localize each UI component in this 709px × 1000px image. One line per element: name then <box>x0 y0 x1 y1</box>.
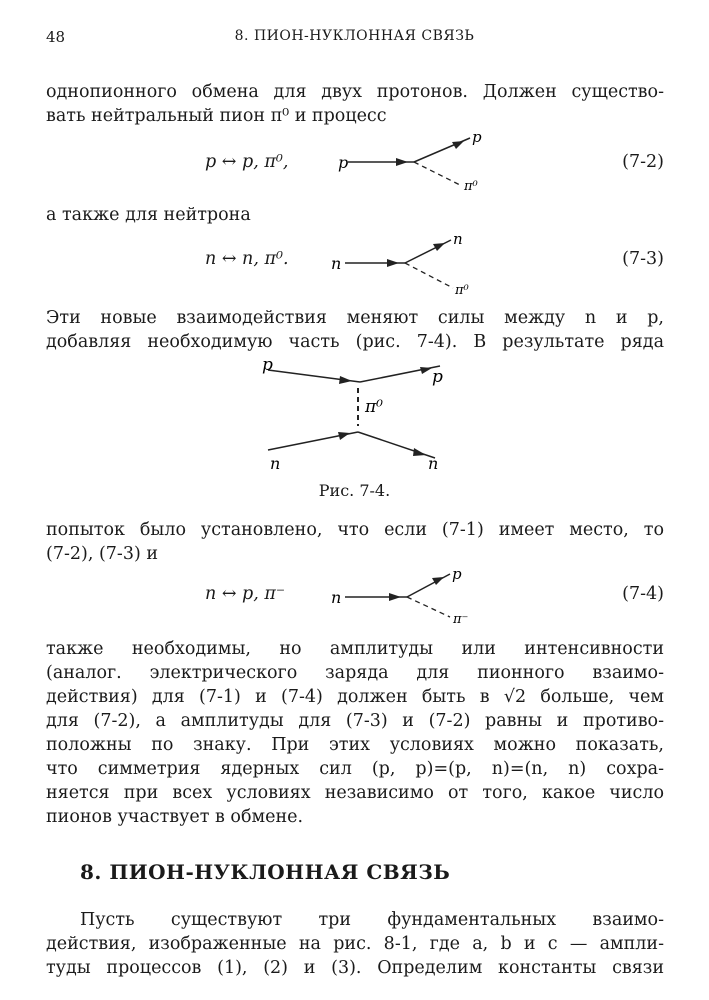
equation-7-2: p ↔ p, π⁰, <box>205 152 289 172</box>
particle-label: π⁰ <box>455 283 469 298</box>
text-line: (аналог. электрического заряда для пионного взаимо- <box>46 663 664 683</box>
diagram-7-4 <box>325 563 505 633</box>
text-line: пионов участвует в обмене. <box>46 807 304 827</box>
particle-label: π⁻ <box>453 612 469 627</box>
equation-number: (7-3) <box>622 249 664 269</box>
text-line: (7-2), (7-3) и <box>46 544 159 564</box>
running-title: 8. ПИОН-НУКЛОННАЯ СВЯЗЬ <box>234 28 475 44</box>
particle-label: n <box>270 454 281 473</box>
section-heading: 8. ПИОН-НУКЛОННАЯ СВЯЗЬ <box>80 860 451 884</box>
text-line: действия) для (7-1) и (7-4) должен быть в √2 больше, чем <box>46 687 664 707</box>
figure-7-4 <box>250 352 470 477</box>
page-header <box>46 28 663 50</box>
text-line: положны по знаку. При этих условиях можно показать, <box>46 735 664 755</box>
equation-7-4: n ↔ p, π⁻ <box>205 584 286 604</box>
text-line: однопионного обмена для двух протонов. Должен существо- <box>46 82 664 102</box>
particle-label: p <box>338 153 349 172</box>
text-line: Эти новые взаимодействия меняют силы между n и p, <box>46 308 664 328</box>
particle-label: n <box>453 230 463 248</box>
diagram-7-2 <box>330 128 510 196</box>
text-line: также необходимы, но амплитуды или интенсивности <box>46 639 664 659</box>
text-line: Пусть существуют три фундаментальных взаимо- <box>80 910 664 930</box>
text-line: попыток было установлено, что если (7-1) имеет место, то <box>46 520 664 540</box>
text-line: добавляя необходимую часть (рис. 7-4). В результате ряда <box>46 332 664 352</box>
particle-label: n <box>428 454 439 473</box>
text-line: а также для нейтрона <box>46 205 251 225</box>
text-line: что симметрия ядерных сил (p, p)=(p, n)=(n, n) сохра- <box>46 759 664 779</box>
figure-caption: Рис. 7-4. <box>318 481 391 500</box>
diagram-7-3 <box>325 228 505 298</box>
page-number: 48 <box>46 28 66 46</box>
equation-7-3: n ↔ n, π⁰. <box>205 249 289 269</box>
equation-number: (7-4) <box>622 584 664 604</box>
equation-number: (7-2) <box>622 152 664 172</box>
particle-label: p <box>262 355 273 375</box>
text-line: туды процессов (1), (2) и (3). Определим константы связи <box>46 958 664 978</box>
particle-label: π⁰ <box>464 179 478 194</box>
text-line: для (7-2), а амплитуды для (7-3) и (7-2) равны и противо- <box>46 711 664 731</box>
exchange-label: π⁰ <box>365 397 383 417</box>
text-line: действия, изображенные на рис. 8-1, где a, b и c — ампли- <box>46 934 664 954</box>
particle-label: p <box>472 128 482 146</box>
particle-label: n <box>331 254 342 273</box>
particle-label: p <box>432 367 443 387</box>
text-line: вать нейтральный пион π⁰ и процесс <box>46 106 387 126</box>
particle-label: p <box>452 565 462 583</box>
text-line: няется при всех условиях независимо от того, какое число <box>46 783 664 803</box>
particle-label: n <box>331 588 342 607</box>
